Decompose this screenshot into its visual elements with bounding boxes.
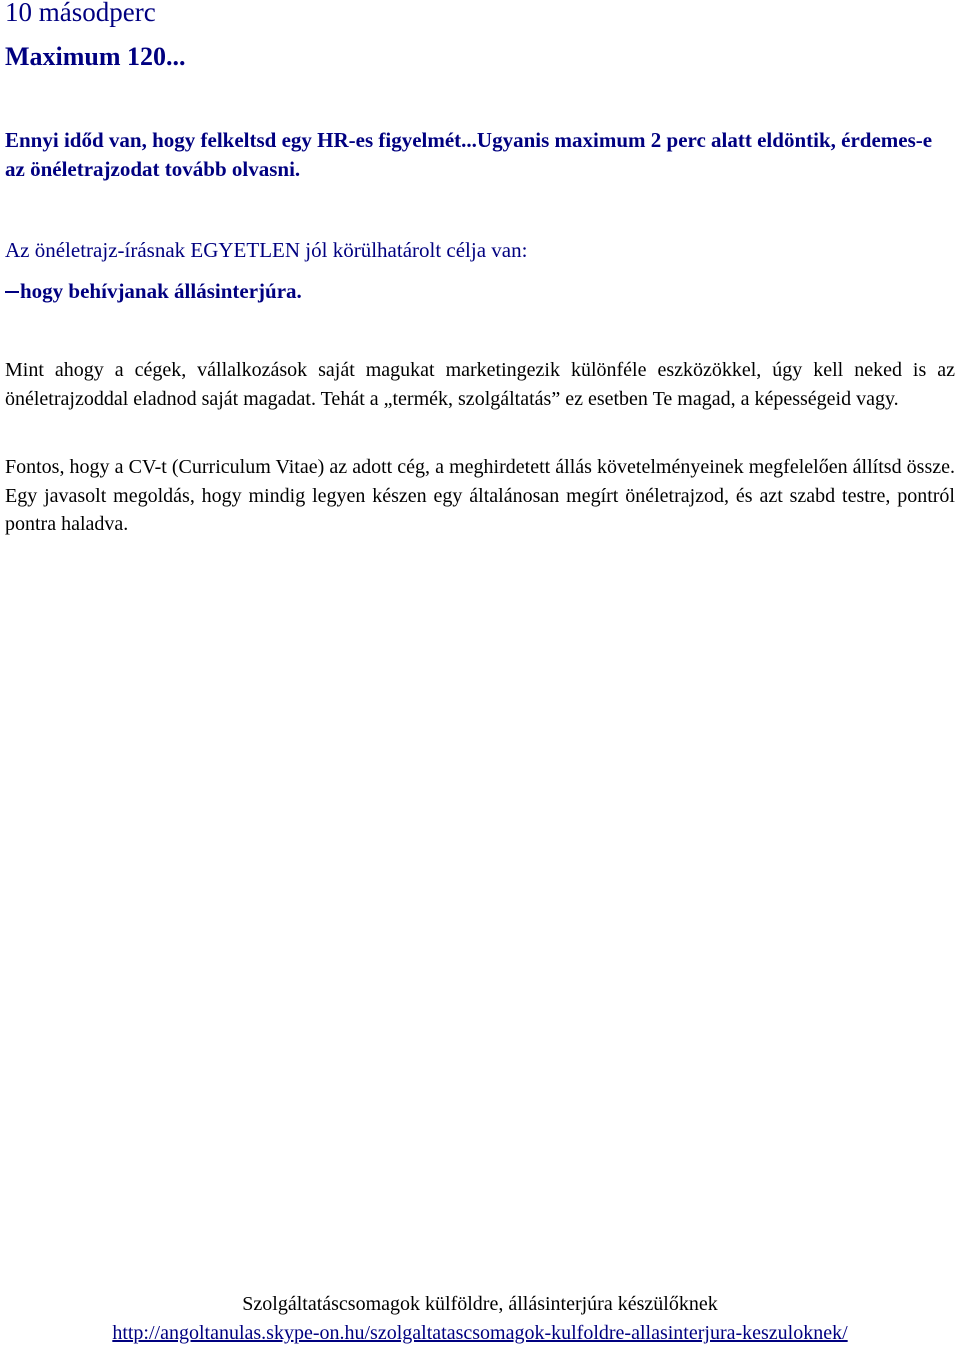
goal-heading: Az önéletrajz-írásnak EGYETLEN jól körülhatárolt célja van: [5,238,528,262]
goal-item [5,277,302,306]
footer-title: Szolgáltatáscsomagok külföldre, állásinterjúra készülőknek [242,1293,718,1315]
body-paragraph-marketing: Mint ahogy a cégek, vállalkozások saját magukat marketingezik különféle eszközökkel, úgy kell neked is az önéletrajzoddal eladnod saját magadat. Tehát a „termék, szolgáltatás” ez esetben Te magad, a képességeid vagy. [5,359,955,410]
goal-item-text: hogy behívjanak állásinterjúra. [20,279,302,303]
body-paragraph-cv: Fontos, hogy a CV-t (Curriculum Vitae) az adott cég, a meghirdetett állás követelményeinek megfelelően állítsd össze. Egy javasolt megoldás, hogy mindig legyen készen egy általánosan megírt önéletrajzod, és azt szabd testre, pontról pontra haladva. [5,456,955,535]
intro-paragraph: Ennyi időd van, hogy felkeltsd egy HR-es figyelmét...Ugyanis maximum 2 perc alatt eldöntik, érdemes-e az önéletrajzodat tovább olvasni. [5,128,933,181]
footer-link[interactable]: http://angoltanulas.skype-on.hu/szolgaltatascsomagok-kulfoldre-allasinterjura-keszuloknek/ [112,1322,848,1344]
dash-bullet-icon [5,291,19,293]
page-subtitle: Maximum 120... [5,42,186,71]
page-title: 10 másodperc [5,0,156,27]
